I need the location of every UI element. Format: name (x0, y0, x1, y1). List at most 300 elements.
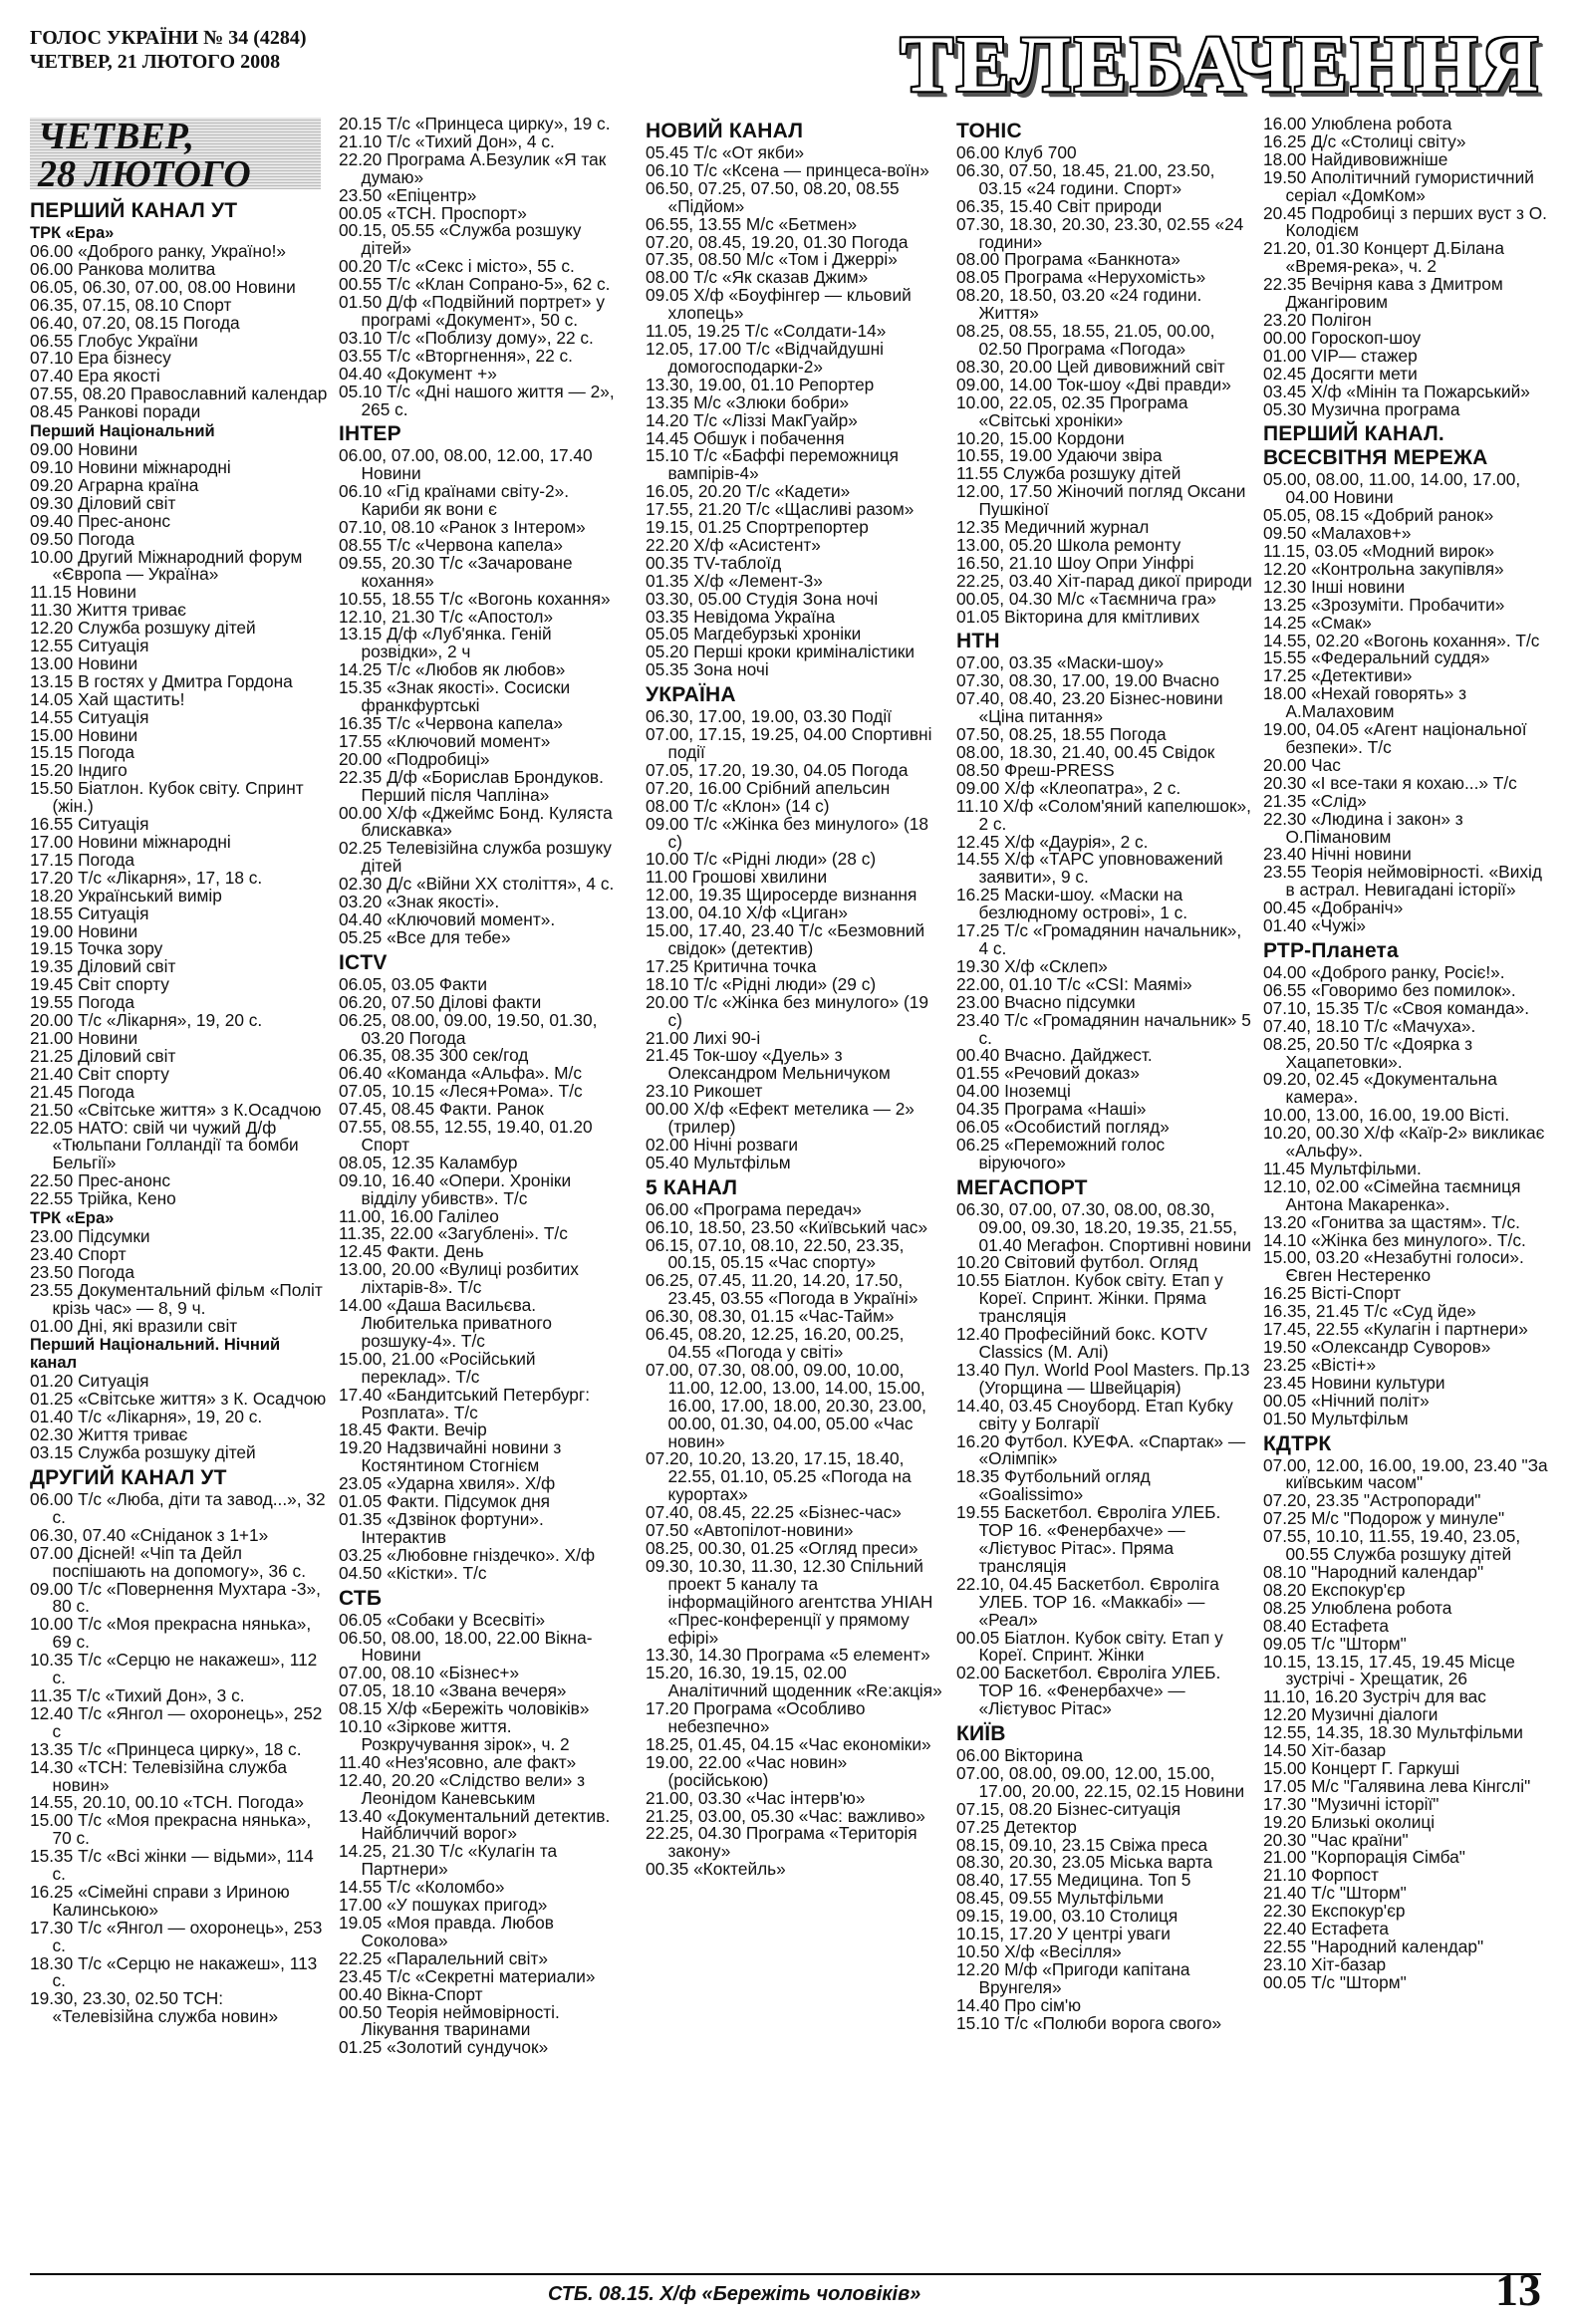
schedule-entry (1263, 398, 1552, 419)
entry-time: 07.40, 08.40, 23.20 (956, 688, 1105, 709)
entry-time: 16.05, 20.20 (646, 481, 742, 502)
entry-time: 20.45 (1263, 202, 1307, 223)
schedule-entry (646, 1861, 942, 1879)
entry-title: Хіт-базар (1311, 1740, 1387, 1761)
entry-time: 17.40 (339, 1384, 383, 1405)
entry-title: Новини (78, 920, 138, 941)
entry-time: 12.40, 20.20 (339, 1769, 435, 1790)
schedule-entry (646, 1751, 942, 1790)
entry-title: «Доброго ранку, Україно!» (78, 241, 287, 261)
entry-title: Світ спорту (78, 974, 169, 995)
entry-time: 07.40, 18.10 (1263, 1015, 1360, 1036)
entry-time: 15.35 (30, 1846, 74, 1867)
entry-time: 21.45 (30, 1081, 74, 1102)
entry-time: 14.25 (339, 659, 383, 680)
schedule-entry (956, 1627, 1253, 1666)
entry-title: Т/с «Принцеса цирку», 18 с. (78, 1738, 302, 1759)
channel-heading: КИЇВ (956, 1722, 1006, 1746)
entry-title: Мультфільми (1416, 1722, 1523, 1743)
schedule-entry (1263, 471, 1552, 507)
entry-time: 02.30 (339, 874, 383, 895)
schedule-entry (956, 606, 1253, 627)
entry-time: 11.00, 16.00 (339, 1205, 433, 1226)
entry-time: 08.10 (1263, 1561, 1307, 1582)
entry-time: 11.30 (30, 600, 72, 621)
entry-title: «Говоримо без помилок». (1311, 979, 1516, 1000)
entry-title: Цей дивовижний світ (1056, 356, 1225, 377)
entry-time: 07.45, 08.45 (339, 1099, 435, 1120)
entry-title: «Команда «Альфа». М/с (387, 1063, 582, 1084)
entry-title: Медичний журнал (1004, 517, 1150, 538)
entry-title: Т/с «Ксена — принцеса-воїн» (693, 159, 929, 180)
entry-title: Полігон (1311, 309, 1372, 330)
entry-time: 17.55, 21.20 (646, 499, 742, 520)
entry-time: 14.50 (1263, 1740, 1307, 1761)
entry-title: Ділові факти (438, 991, 542, 1012)
entry-time: 10.55 (956, 1270, 1000, 1291)
entry-title: Репортер (798, 374, 875, 394)
schedule-entry (30, 1917, 329, 1955)
entry-title: «Загублені». Т/с (437, 1223, 568, 1244)
entry-time: 15.00, 21.00 (339, 1348, 435, 1369)
entry-time: 11.15 (30, 582, 72, 603)
entry-title: Т/с «Повернення Мухтара -3», 80 с. (52, 1578, 321, 1617)
schedule-entry (646, 338, 942, 377)
entry-time: 07.40 (30, 366, 74, 387)
entry-time: 14.25, 21.30 (339, 1841, 435, 1862)
entry-title: Т/с "Шторм" (1311, 1971, 1407, 1992)
entry-time: 06.00 (956, 142, 1000, 162)
entry-time: 07.00, 08.00, 09.00, 12.00, 15.00, 17.00, 20.00, 22.15, 02.15 (956, 1762, 1215, 1801)
entry-time: 10.15, 13.15, 17.45, 19.45 (1263, 1651, 1464, 1672)
entry-time: 09.30 (30, 492, 74, 513)
schedule-entry (339, 1843, 628, 1879)
schedule-entry (30, 1063, 329, 1084)
entry-time: 13.35 (646, 391, 689, 412)
entry-title: «Вулиці розбитих ліхтарів-8». Т/с (361, 1259, 579, 1298)
entry-time: 23.40 (1263, 844, 1307, 865)
schedule-entry (30, 780, 329, 816)
channel-heading: ICTV (339, 950, 388, 974)
entry-title: Життя триває (78, 1424, 188, 1445)
entry-title: «Речовий доказ» (1004, 1063, 1140, 1084)
entry-title: Т/с «Як сказав Джим» (693, 267, 869, 288)
entry-time: 14.00 (339, 1295, 383, 1316)
entry-title: Д/с «Столиці світу» (1311, 130, 1466, 151)
entry-time: 16.25 (30, 1881, 74, 1902)
entry-title: «Дзвінок фортуни». Інтерактив (361, 1508, 544, 1547)
entry-title: М/с "Подорож у минуле" (1311, 1508, 1505, 1529)
entry-time: 18.10 (646, 973, 689, 994)
entry-title: Вчасно. Дайджест. (1004, 1045, 1153, 1066)
entry-title: Т/с «Любов як любов» (387, 659, 566, 680)
entry-title: Погода (78, 1261, 134, 1282)
entry-title: Життя триває (76, 600, 186, 621)
entry-time: 12.00, 19.35 (646, 885, 742, 905)
column-1 (30, 195, 329, 2026)
entry-time: 17.20 (646, 1698, 689, 1719)
entry-time: 06.30, 17.00, 19.00, 03.30 (646, 706, 847, 727)
entry-title: Магдебурзькі хроніки (693, 624, 862, 645)
entry-time: 06.20, 07.50 (339, 991, 435, 1012)
block-subheading: ТРК «Ера» (30, 224, 115, 242)
entry-time: 07.55, 08.55, 12.55, 19.40, 01.20 (339, 1117, 593, 1138)
entry-time: 08.00, 18.30, 21.40, 00.45 (956, 742, 1158, 762)
entry-time: 10.20 (956, 1252, 1000, 1273)
entry-title: Вікторина для кмітливих (1004, 606, 1200, 627)
entry-time: 11.00 (646, 867, 687, 888)
entry-title: Футбольний огляд «Goalissimo» (978, 1466, 1151, 1505)
entry-title: «Слід» (1311, 790, 1367, 811)
entry-title: Х/ф «Бережіть чоловіків» (387, 1698, 590, 1719)
entry-title: Детектор (1004, 1816, 1077, 1837)
entry-time: 23.55 (1263, 862, 1307, 883)
entry-title: «Знак якості». Сосиски франкфуртські (361, 677, 571, 716)
column-2 (339, 116, 628, 2057)
entry-time: 09.20 (30, 474, 74, 495)
entry-title: Т/с «Солдати-14» (744, 321, 887, 342)
schedule-entry (30, 1279, 329, 1318)
entry-title: Т/с «Янгол — охоронець», 253 с. (52, 1917, 323, 1955)
entry-time: 08.30, 20.00 (956, 356, 1053, 377)
entry-title: Х/ф «Джеймс Бонд. Куляста блискавка» (361, 802, 613, 841)
schedule-entry (339, 381, 628, 419)
entry-title: «Паралельний світ» (387, 1947, 548, 1968)
entry-time: 14.25 (1263, 612, 1307, 633)
entry-time: 00.40 (339, 1983, 383, 2004)
schedule-entry (646, 1047, 942, 1083)
entry-title: Біатлон. Кубок світу. Етап у Кореї. Спринт. Жінки. Пряма трансляція (978, 1270, 1223, 1327)
schedule-entry (30, 1812, 329, 1848)
entry-title: Ситуація (78, 1371, 149, 1392)
entry-time: 21.10 (1263, 1865, 1307, 1886)
entry-time: 08.05, 12.35 (339, 1152, 435, 1172)
entry-title: «24 години. Життя» (978, 285, 1202, 324)
entry-title: «Вісті+» (1311, 1354, 1377, 1375)
schedule-entry (30, 1652, 329, 1687)
entry-title: Погода (78, 849, 134, 870)
entry-time: 05.05, 08.15 (1263, 505, 1360, 526)
entry-time: 00.05, 04.30 (956, 588, 1053, 609)
entry-time: 00.35 (646, 552, 689, 573)
entry-time: 05.10 (339, 381, 383, 401)
entry-time: 07.05, 10.15 (339, 1081, 435, 1102)
entry-time: 03.15 (30, 1442, 74, 1463)
entry-title: Баскетбол. Євроліга УЛЕБ. ТОР 16. «Фенербахче» — «Лієтувос Рітас» (978, 1663, 1221, 1719)
schedule-entry (1263, 721, 1552, 757)
entry-time: 11.55 (956, 463, 998, 484)
entry-time: 09.20, 02.45 (1263, 1069, 1360, 1090)
entry-time: 06.25, 07.45, 11.20, 14.20, 17.50, 23.45, 03.55 (646, 1270, 904, 1309)
entry-time: 07.50, 08.25, 18.55 (956, 724, 1105, 745)
entry-time: 07.30, 18.30, 20.30, 23.30, 02.55 (956, 213, 1210, 234)
entry-time: 13.20 (1263, 1211, 1307, 1232)
entry-time: 01.00 (30, 1315, 74, 1336)
entry-title: М/ф «Пригоди капітана Врунгеля» (978, 1958, 1190, 1997)
entry-time: 12.40 (956, 1324, 1000, 1345)
entry-time: 12.35 (956, 517, 1000, 538)
entry-time: 06.05 (339, 1609, 383, 1630)
entry-title: Аполітичний гумористичний серіал «ДомКом» (1285, 166, 1534, 205)
schedule-entry (646, 1234, 942, 1273)
entry-time: 07.55, 10.10, 11.55, 19.40, 23.05, 00.55 (1263, 1526, 1521, 1565)
entry-time: 06.55 (30, 330, 74, 351)
column-5 (1263, 116, 1552, 1992)
entry-title: «Гід країнами світу-2». Кариби як вони є (361, 481, 570, 520)
entry-time: 06.40 (339, 1063, 383, 1084)
entry-title: Світ спорту (78, 1063, 169, 1084)
schedule-entry (339, 802, 628, 841)
entry-title: «Ударна хвиля». Х/ф (387, 1473, 556, 1494)
entry-title: Ситуація (78, 903, 149, 923)
entry-time: 09.05 (646, 285, 689, 306)
entry-time: 08.00 (956, 249, 1000, 270)
entry-title: Теорія неймовірності. «Вихід в астрал. Невигадані історії» (1285, 862, 1542, 901)
entry-title: Т/с «Янгол — охоронець», 252 с (52, 1702, 323, 1741)
entry-title: Спортивні події (667, 724, 932, 762)
entry-title: «Малахов+» (1311, 523, 1412, 544)
entry-title: Ранкові поради (78, 401, 201, 422)
schedule-entry (646, 1359, 942, 1451)
entry-time: 06.35, 07.15, 08.10 (30, 294, 178, 315)
entry-title: Хай щастить! (78, 688, 185, 709)
entry-time: 09.00 (30, 439, 74, 460)
entry-title: Спільний проект 5 каналу та інформаційного агентства УНІАН «Прес-конференції у прямому ефірі» (667, 1555, 933, 1648)
entry-time: 14.55, 20.10, 00.10 (30, 1792, 178, 1813)
entry-title: Естафета (1311, 1615, 1389, 1636)
entry-title: Т/с «Баффі переможниця вампірів-4» (667, 445, 900, 484)
entry-time: 10.00 (646, 849, 689, 870)
entry-time: 09.50 (1263, 523, 1307, 544)
entry-time: 13.25 (1263, 594, 1307, 615)
schedule-entry (339, 1627, 628, 1666)
entry-time: 15.00 (1263, 1757, 1307, 1778)
entry-time: 18.30 (30, 1952, 74, 1973)
entry-title: Нічні розваги (693, 1134, 799, 1155)
entry-title: Улюблена робота (1311, 1597, 1452, 1618)
entry-time: 19.15 (30, 938, 74, 959)
entry-time: 08.25, 20.50 (1263, 1033, 1360, 1054)
schedule-entry (339, 148, 628, 187)
entry-title: Новини (78, 439, 138, 460)
entry-title: У центрі уваги (1056, 1924, 1171, 1944)
entry-time: 01.20 (30, 1371, 74, 1392)
schedule-entry (956, 213, 1253, 252)
schedule-entry (1263, 1408, 1552, 1428)
entry-time: 07.05, 17.20, 19.30, 04.05 (646, 759, 847, 780)
entry-time: 01.05 (956, 606, 1000, 627)
entry-title: Т/с «Рідні люди» (28 с) (693, 849, 877, 870)
entry-time: 20.00 (339, 748, 383, 769)
entry-time: 08.45 (30, 401, 74, 422)
entry-time: 06.10 (646, 159, 689, 180)
entry-title: Маски-шоу. «Маски на безлюдному острові», 1 с. (978, 885, 1188, 923)
entry-title: Студія Зона ночі (745, 588, 879, 609)
entry-title: Діловий світ (78, 492, 176, 513)
schedule-entry (1263, 240, 1552, 276)
entry-title: «Золотий сундучок» (387, 2037, 549, 2058)
schedule-entry (339, 926, 628, 947)
entry-time: 08.25 (1263, 1597, 1307, 1618)
schedule-entry (646, 1326, 942, 1362)
entry-title: Аналітичний щоденник «Re:акція» (667, 1680, 942, 1701)
entry-time: 10.00, 22.05, 02.35 (956, 391, 1105, 412)
schedule-entry (956, 1958, 1253, 1997)
entry-title: «Ключовий момент». (387, 908, 556, 929)
entry-time: 01.00 (1263, 345, 1307, 366)
schedule-entry (30, 1491, 329, 1527)
entry-time: 00.45 (1263, 898, 1307, 918)
entry-time: 04.40 (339, 363, 383, 384)
schedule-entry (956, 1009, 1253, 1048)
entry-time: 18.25, 01.45, 04.15 (646, 1733, 794, 1754)
entry-time: 12.45 (339, 1241, 383, 1262)
entry-title: Грошові хвилини (691, 867, 828, 888)
entry-time: 06.45, 08.20, 12.25, 16.20, 00.25, 04.55 (646, 1324, 905, 1362)
entry-time: 22.55 (1263, 1937, 1307, 1956)
entry-time: 22.10, 04.45 (956, 1573, 1053, 1594)
entry-title: Хіт-парад дикої природи (1056, 570, 1252, 591)
entry-title: Бізнес-ситуація (1056, 1798, 1181, 1819)
entry-title: Т/с «Коломбо» (387, 1877, 505, 1898)
entry-title: Х/ф «Склеп» (1004, 955, 1108, 976)
entry-time: 10.00 (30, 1614, 74, 1635)
schedule-entry (956, 1504, 1253, 1576)
entry-title: Програма «Банкнота» (1004, 249, 1180, 270)
entry-title: Факти. День (387, 1241, 484, 1262)
entry-title: Нічні новини (1311, 844, 1412, 865)
entry-title: Документальний фільм «Політ крізь час» — 8, 9 ч. (52, 1279, 323, 1318)
schedule-entry (339, 1769, 628, 1808)
schedule-entry (956, 1665, 1253, 1718)
schedule-entry (30, 885, 329, 905)
channel-heading: ІНТЕР (339, 422, 401, 446)
entry-time: 06.05, 06.30, 07.00, 08.00 (30, 276, 231, 297)
schedule-entry (646, 922, 942, 958)
entry-title: Близькі околиці (1311, 1811, 1436, 1832)
entry-time: 02.25 (339, 838, 383, 859)
entry-title: "Народний календар" (1311, 1937, 1484, 1956)
entry-title: Надзвичайні новини з Костянтином Стогнієм (361, 1437, 562, 1476)
entry-title: "Народний календар" (1311, 1561, 1484, 1582)
entry-time: 08.25, 00.30, 01.25 (646, 1537, 794, 1558)
entry-time: 08.40, 17.55 (956, 1870, 1053, 1891)
entry-time: 03.25 (339, 1544, 383, 1565)
entry-title: «Нез'ясовно, але факт» (385, 1751, 577, 1772)
entry-time: 06.05 (956, 1117, 1000, 1138)
entry-time: 02.00 (956, 1663, 1000, 1683)
entry-time: 10.20, 15.00 (956, 427, 1053, 448)
entry-time: 05.30 (1263, 398, 1307, 419)
entry-time: 20.30 (1263, 772, 1307, 793)
schedule-entry (956, 690, 1253, 726)
entry-time: 11.35, 22.00 (339, 1223, 433, 1244)
entry-title: Т/с «Лікарня», 19, 20 с. (78, 1407, 263, 1427)
entry-title: Служба розшуку дітей (1333, 1544, 1512, 1565)
schedule-entry (646, 1272, 942, 1308)
entry-time: 10.15, 17.20 (956, 1924, 1053, 1944)
entry-time: 06.10, 18.50, 23.50 (646, 1216, 794, 1237)
entry-title: Телевізійна служба розшуку дітей (361, 838, 612, 877)
entry-title: Спорт (361, 1134, 410, 1155)
entry-time: 09.05 (1263, 1633, 1307, 1654)
entry-time: 16.00 (1263, 114, 1307, 133)
entry-time: 23.25 (1263, 1354, 1307, 1375)
entry-title: «Олександр Суворов» (1311, 1337, 1491, 1357)
entry-time: 11.35 (30, 1684, 72, 1705)
schedule-entry (1263, 1249, 1552, 1285)
channel-heading: ПЕРШИЙ КАНАЛ УТ (30, 199, 238, 222)
entry-title: Програма «Наші» (1004, 1099, 1147, 1120)
schedule-entry (339, 447, 628, 483)
entry-title: Свідок (1162, 742, 1215, 762)
entry-time: 23.10 (1263, 1953, 1307, 1974)
entry-time: 00.05 (1263, 1390, 1307, 1411)
entry-title: Х/ф «Циган» (745, 903, 848, 923)
entry-title: «Час економіки» (798, 1733, 931, 1754)
schedule-entry (339, 1439, 628, 1475)
entry-time: 00.55 (339, 274, 383, 295)
entry-time: 21.00 (646, 1027, 689, 1048)
entry-time: 03.35 (646, 606, 689, 627)
schedule-entry (339, 1297, 628, 1351)
entry-title: Т/с «CSI: Маямі» (1056, 973, 1192, 994)
entry-title: Новини (1333, 487, 1394, 508)
entry-title: Факти (438, 973, 487, 994)
entry-title: Погода (78, 1081, 134, 1102)
schedule-entry (339, 1718, 628, 1754)
entry-title: Трійка, Кено (78, 1188, 176, 1209)
entry-time: 01.25 (339, 2037, 383, 2058)
entry-title: Ранкова молитва (78, 258, 216, 279)
entry-time: 09.50 (30, 528, 74, 549)
entry-title: Т/с «Лікарня», 17, 18 с. (78, 867, 263, 888)
entry-time: 07.20, 10.20, 13.20, 17.15, 18.40, 22.55, 01.10, 05.25 (646, 1448, 905, 1487)
entry-time: 04.40 (339, 908, 383, 929)
entry-time: 07.00 (30, 1542, 74, 1563)
entry-title: ТV-таблоїд (693, 552, 782, 573)
entry-title: «І все-таки я кохаю...» Т/с (1311, 772, 1517, 793)
schedule-entry (956, 1395, 1253, 1433)
entry-title: Фреш-PRESS (1004, 759, 1115, 780)
entry-time: 22.35 (339, 766, 383, 787)
entry-time: 07.00, 03.35 (956, 652, 1053, 673)
entry-title: «Модний вирок» (1362, 541, 1495, 562)
entry-time: 15.35 (339, 677, 383, 698)
entry-time: 12.55 (30, 636, 74, 656)
entry-title: Подробиці з перших вуст з О. Колодієм (1285, 202, 1547, 241)
entry-time: 07.25 (956, 1816, 1000, 1837)
entry-time: 09.00, 14.00 (956, 374, 1053, 394)
entry-time: 21.40 (30, 1063, 74, 1084)
entry-time: 11.10, 16.20 (1263, 1686, 1358, 1707)
schedule-entry (339, 1915, 628, 1950)
entry-time: 17.30 (30, 1917, 74, 1937)
schedule-entry (1263, 1125, 1552, 1161)
entry-title: Мультфільм (693, 1152, 791, 1172)
entry-title: "За київським часом" (1285, 1454, 1548, 1493)
entry-time: 19.35 (30, 956, 74, 977)
channel-heading: НТН (956, 630, 1000, 653)
entry-title: Новини (235, 276, 296, 297)
entry-time: 15.55 (1263, 647, 1307, 668)
entry-title: Програма «Територія закону» (667, 1823, 917, 1862)
entry-time: 22.55 (30, 1188, 74, 1209)
entry-time: 06.00 (30, 1489, 74, 1509)
entry-time: 11.10 (956, 795, 998, 816)
entry-title: Другий Міжнародний форум «Європа — Україна» (52, 546, 303, 585)
entry-title: «Бандитський Петербург: Розплата». Т/с (361, 1384, 591, 1422)
